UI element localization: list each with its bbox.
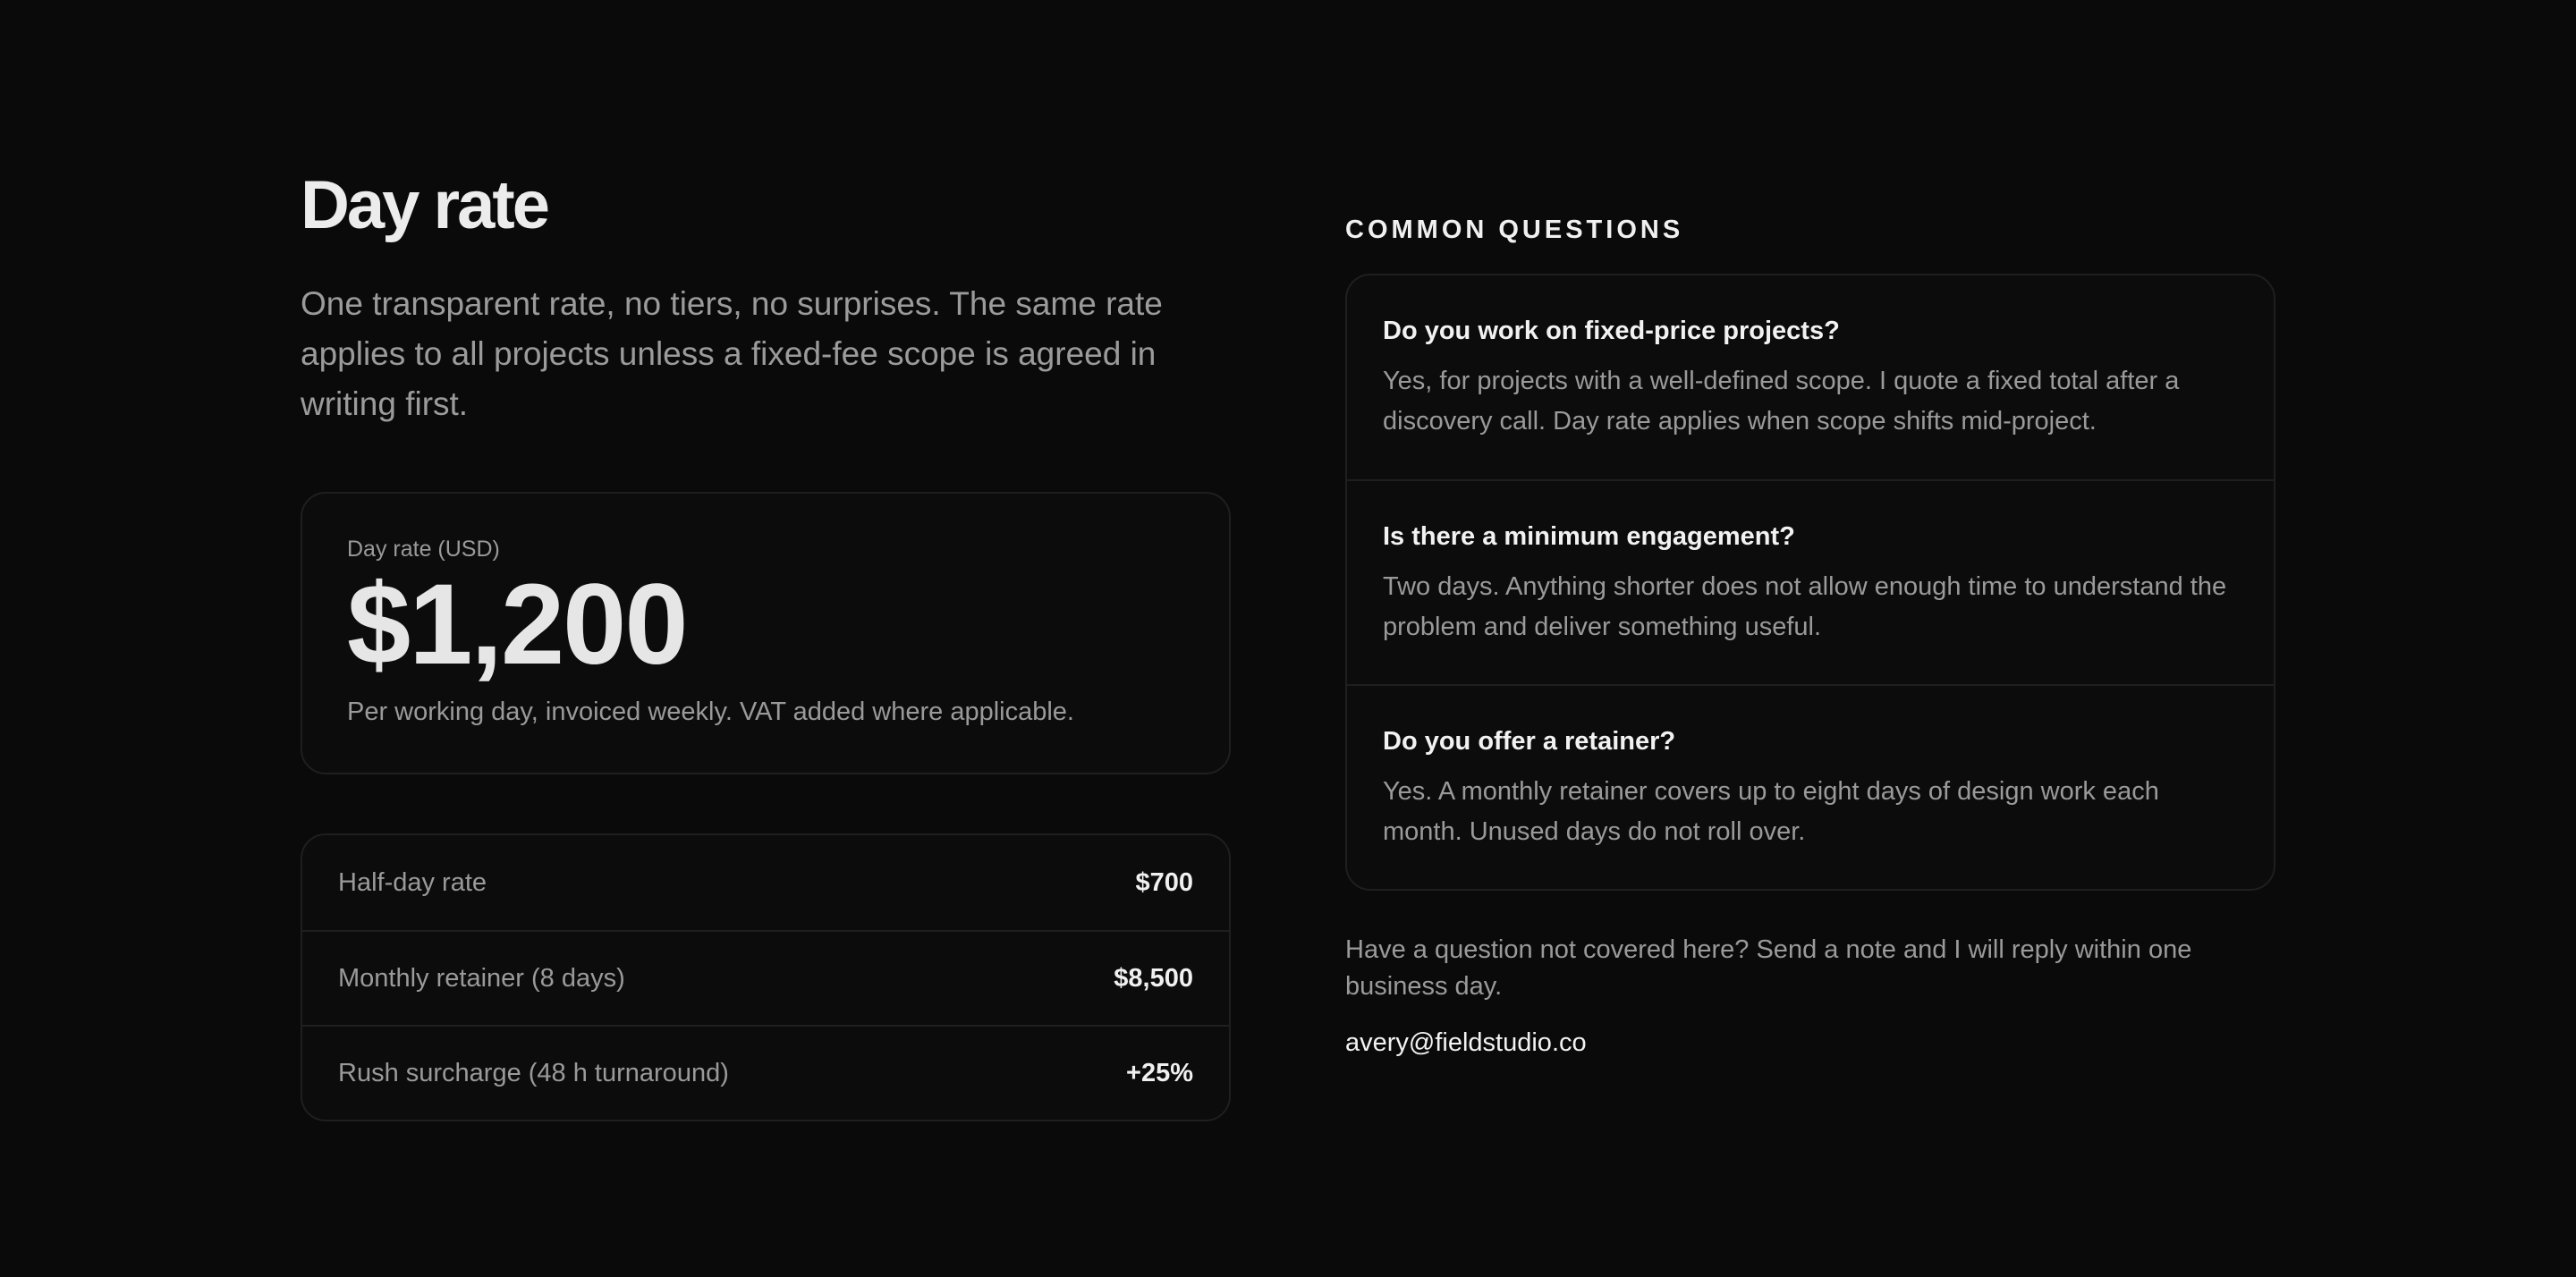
day-rate-value: $1,200 xyxy=(347,561,687,689)
page-title: Day rate xyxy=(301,167,547,243)
extra-value: $8,500 xyxy=(1114,963,1193,993)
faq-question: Do you offer a retainer? xyxy=(1383,727,1676,756)
contact-note: Have a question not covered here? Send a note and I will reply within one business day. xyxy=(1345,935,2192,1001)
faq-answer: Yes. A monthly retainer covers up to eight days of design work each month. Unused days do not roll over. xyxy=(1383,777,2159,846)
faq-item-minimum-engagement xyxy=(1347,479,2274,684)
faq-heading: COMMON QUESTIONS xyxy=(1345,216,1684,244)
faq-answer: Two days. Anything shorter does not allow enough time to understand the problem and deliver something useful. xyxy=(1383,572,2227,641)
extra-label: Half-day rate xyxy=(338,867,487,897)
faq-item-fixed-price xyxy=(1347,275,2274,479)
faq-list xyxy=(1345,274,2275,891)
faq-question: Do you work on fixed-price projects? xyxy=(1383,317,1840,345)
faq-answer: Yes, for projects with a well-defined scope. I quote a fixed total after a discovery call. Day rate applies when scope shifts mid-project. xyxy=(1383,367,2180,436)
faq-item-retainer xyxy=(1347,684,2274,889)
extra-value: $700 xyxy=(1135,867,1193,897)
day-rate-label: Day rate (USD) xyxy=(347,537,500,562)
extra-label: Rush surcharge (48 h turnaround) xyxy=(338,1058,729,1087)
extra-row-half-day xyxy=(302,835,1229,930)
pricing-intro: One transparent rate, no tiers, no surprises. The same rate applies to all projects unless a fixed-fee scope is agreed in writing first. xyxy=(301,285,1163,422)
faq-question: Is there a minimum engagement? xyxy=(1383,522,1795,551)
day-rate-card xyxy=(301,492,1231,774)
extra-row-rush-surcharge xyxy=(302,1025,1229,1120)
rate-extras-table xyxy=(301,833,1231,1121)
extra-row-monthly-retainer xyxy=(302,930,1229,1025)
extra-value: +25% xyxy=(1126,1058,1193,1087)
contact-email-link[interactable]: avery@fieldstudio.co xyxy=(1345,1028,1587,1057)
faq-section xyxy=(1345,211,2275,1061)
extra-label: Monthly retainer (8 days) xyxy=(338,963,625,993)
day-rate-note: Per working day, invoiced weekly. VAT added where applicable. xyxy=(347,698,1074,726)
pricing-section xyxy=(301,168,1231,1121)
